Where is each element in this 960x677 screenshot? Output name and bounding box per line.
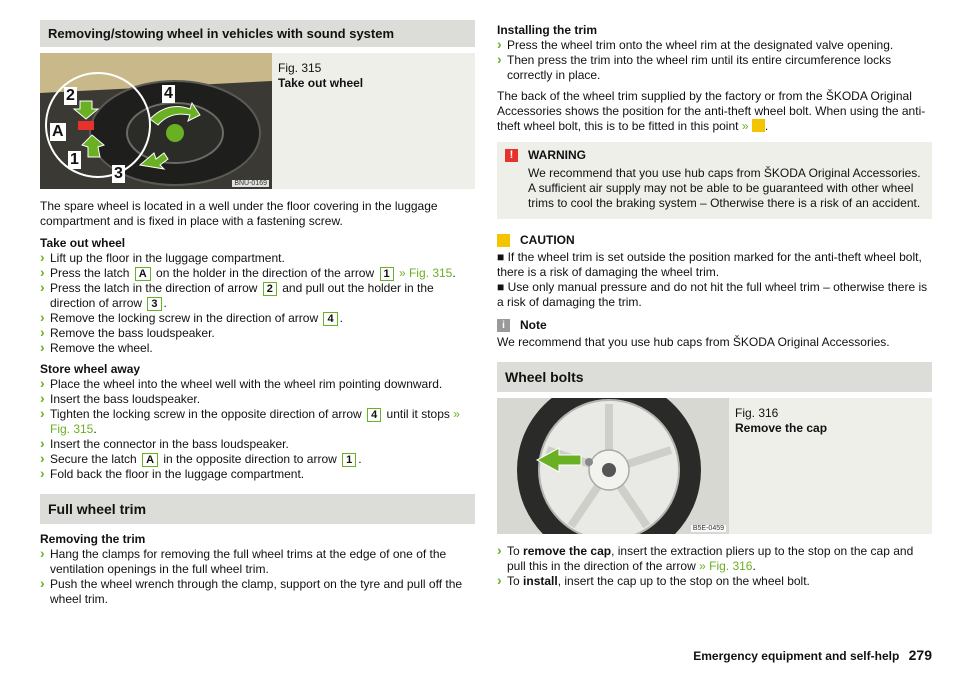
key-3: 3	[147, 297, 161, 311]
take-out-steps	[40, 251, 475, 356]
figure-315	[40, 53, 475, 189]
key-A: A	[135, 267, 151, 281]
info-icon: i	[497, 319, 510, 332]
list-item: › Insert the connector in the bass loudspeaker.	[40, 437, 475, 452]
list-item: › Remove the locking screw in the direction of arrow 4 .	[40, 311, 475, 326]
note-label: Note	[520, 318, 547, 332]
list-item: › Press the wheel trim onto the wheel rim at the designated valve opening.	[497, 38, 932, 53]
warning-text: We recommend that you use hub caps from ŠKODA Original Accessories. A sufficient air supply may not be able to be guaranteed with other wheel trims to cool the braking system – Otherwise there is a risk of an accident.	[528, 166, 921, 210]
list-item: › Fold back the floor in the luggage compartment.	[40, 467, 475, 482]
figure-316-code: B5E-0459	[692, 525, 724, 532]
list-item: › Then press the trim into the wheel rim until its entire circumference locks correctly in place.	[497, 53, 932, 83]
caution-item: ■ Use only manual pressure and do not hit the full wheel trim – otherwise there is a risk of damaging the trim.	[497, 280, 928, 309]
left-column	[40, 20, 475, 613]
section-heading-wheel-sound-system: Removing/stowing wheel in vehicles with sound system	[40, 20, 475, 47]
figure-316-image	[497, 398, 729, 534]
removing-trim-steps	[40, 547, 475, 607]
figure-316-number: Fig. 316	[735, 406, 779, 420]
callout-4: 4	[164, 85, 173, 102]
caution-icon	[497, 234, 510, 247]
list-item: › Press the latch A on the holder in the direction of the arrow 1 » Fig. 315.	[40, 266, 475, 281]
figure-315-number: Fig. 315	[278, 61, 322, 75]
store-label: Store wheel away	[40, 362, 141, 376]
key-2: 2	[263, 282, 277, 296]
key-A: A	[142, 453, 158, 467]
warning-label: WARNING	[528, 148, 586, 162]
list-item: › Insert the bass loudspeaker.	[40, 392, 475, 407]
key-4: 4	[367, 408, 381, 422]
list-item: › Hang the clamps for removing the full wheel trims at the edge of one of the ventilation openings in the full wheel trim.	[40, 547, 475, 577]
callout-A: A	[52, 123, 64, 140]
fig-316-link[interactable]: » Fig. 316	[699, 559, 753, 573]
section-heading-full-wheel-trim: Full wheel trim	[40, 494, 475, 524]
figure-315-title: Take out wheel	[278, 76, 364, 90]
take-out-label: Take out wheel	[40, 236, 126, 250]
note-text: We recommend that you use hub caps from ŠKODA Original Accessories.	[497, 335, 890, 349]
callout-1: 1	[70, 151, 79, 168]
fig-315-link[interactable]: » Fig. 315	[398, 266, 453, 280]
figure-316-title: Remove the cap	[735, 421, 828, 435]
warning-header	[505, 148, 924, 162]
installing-trim-label: Installing the trim	[497, 23, 598, 37]
fig-315-link[interactable]: » Fig. 315	[50, 407, 460, 436]
list-item: › Lift up the floor in the luggage compartment.	[40, 251, 475, 266]
figure-316-caption	[729, 398, 833, 534]
caution-item: ■ If the wheel trim is set outside the position marked for the anti-theft wheel bolt, there is a risk of damaging the wheel trim.	[497, 250, 922, 279]
installing-trim-steps	[497, 38, 932, 83]
right-column	[497, 20, 932, 595]
figure-315-image	[40, 53, 272, 189]
list-item: › Secure the latch A in the opposite direction to arrow 1 .	[40, 452, 475, 467]
key-1: 1	[342, 453, 356, 467]
page-footer	[693, 647, 932, 663]
page-number: 279	[908, 647, 932, 663]
note-header	[497, 318, 932, 332]
list-item: › Tighten the locking screw in the opposite direction of arrow 4 until it stops » Fig. 315.	[40, 407, 475, 437]
caution-ref-link[interactable]: »	[741, 119, 749, 133]
list-item: › Remove the bass loudspeaker.	[40, 326, 475, 341]
caution-header	[497, 233, 932, 247]
wheel-bolt-illustration	[497, 398, 729, 534]
chapter-title: Emergency equipment and self-help	[693, 649, 900, 663]
figure-316	[497, 398, 932, 534]
figure-315-code: BNU-0169	[234, 180, 267, 187]
list-item: › Place the wheel into the wheel well with the wheel rim pointing downward.	[40, 377, 475, 392]
caution-label: CAUTION	[520, 233, 575, 247]
list-item: › Press the latch in the direction of arrow 2 and pull out the holder in the direction of arrow 3 .	[40, 281, 475, 311]
key-4: 4	[323, 312, 337, 326]
list-item: › To install, insert the cap up to the stop on the wheel bolt.	[497, 574, 932, 589]
removing-trim-label: Removing the trim	[40, 532, 146, 546]
callout-2: 2	[66, 87, 75, 104]
list-item: › To remove the cap, insert the extraction pliers up to the stop on the cap and pull this in the direction of the arrow » Fig. 316.	[497, 544, 932, 574]
spare-wheel-intro: The spare wheel is located in a well under the floor covering in the luggage compartment and is fixed in place with a fastening screw.	[40, 199, 438, 228]
section-heading-wheel-bolts: Wheel bolts	[497, 362, 932, 392]
trim-back-text: The back of the wheel trim supplied by the factory or from the ŠKODA Original Accessories shows the position for the anti-theft wheel bolt. When using the anti-theft wheel bolt, this is to be fitted in this point » .	[497, 89, 926, 133]
key-1: 1	[380, 267, 394, 281]
callout-3: 3	[114, 165, 123, 182]
warning-box	[497, 142, 932, 219]
figure-315-caption	[272, 53, 369, 189]
store-steps	[40, 377, 475, 482]
caution-ref-icon	[752, 119, 765, 132]
warning-icon: !	[505, 149, 518, 162]
list-item: › Push the wheel wrench through the clamp, support on the tyre and pull off the wheel trim.	[40, 577, 475, 607]
wheel-bolt-steps	[497, 544, 932, 589]
list-item: › Remove the wheel.	[40, 341, 475, 356]
